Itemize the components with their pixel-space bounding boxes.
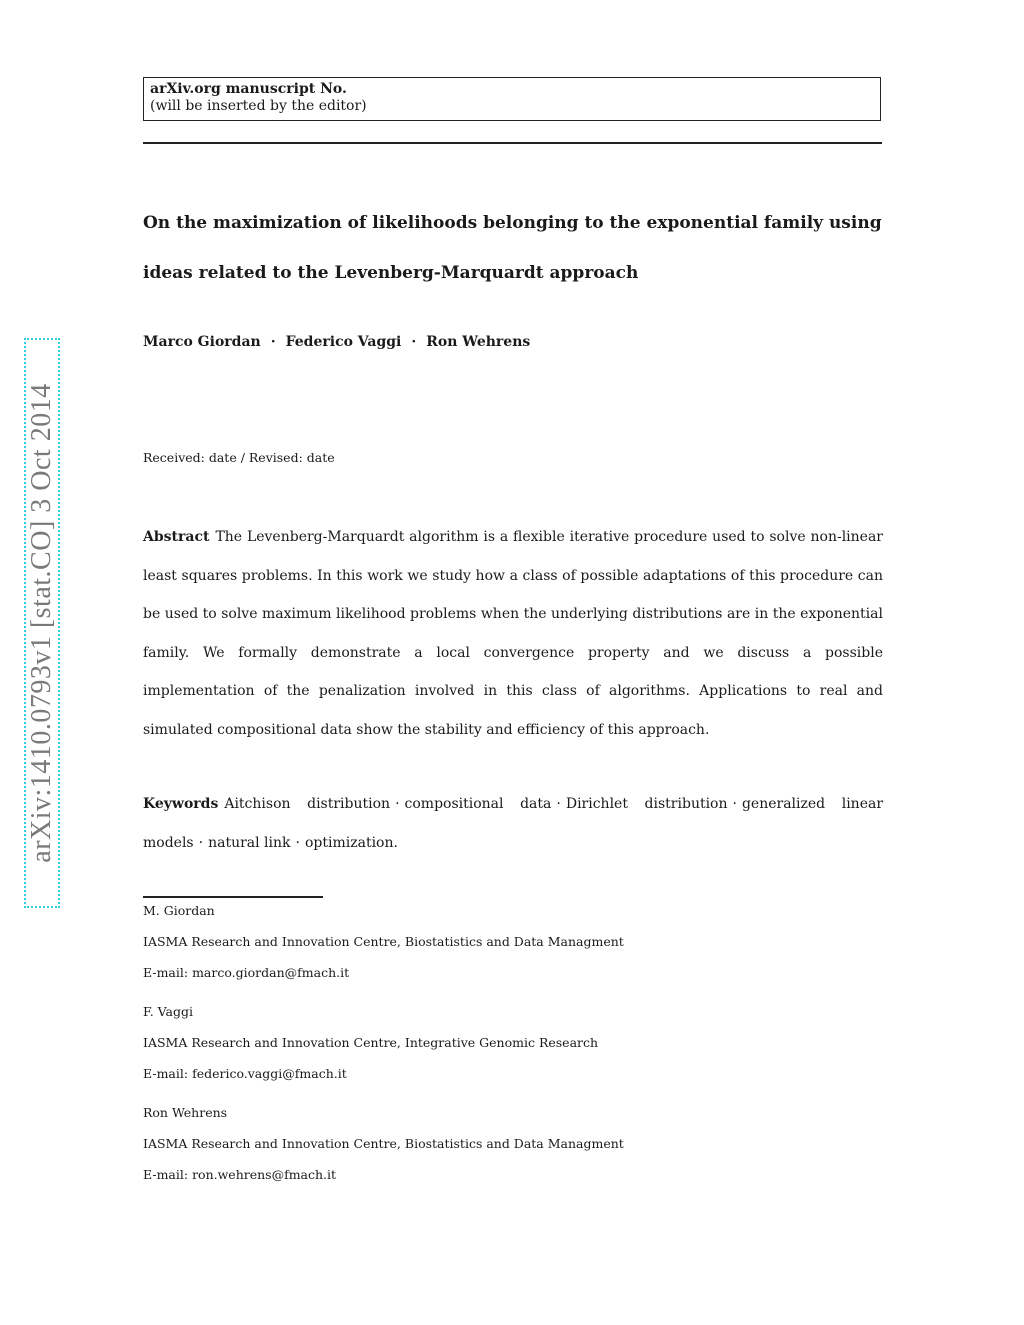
affiliation-email[interactable]: E-mail: marco.giordan@fmach.it	[143, 965, 350, 980]
manuscript-number-label: arXiv.org manuscript No.	[150, 81, 347, 97]
author-name: Marco Giordan	[143, 334, 261, 350]
keyword: Aitchison distribution	[224, 796, 391, 812]
paper-title: On the maximization of likelihoods belonging to the exponential family using ideas related to the Levenberg-Marquardt approach	[143, 213, 882, 283]
author-separator: ·	[411, 334, 417, 350]
header-rule	[143, 142, 882, 144]
keyword: generalized linear models	[143, 796, 884, 851]
abstract-text: The Levenberg-Marquardt algorithm is a flexible iterative procedure used to solve non-linear least squares problems. In this work we study how a class of possible adaptations of this procedure can be used to solve maximum likelihood problems when the underlying distributions are in the exponential family. We formally demonstrate a local convergence property and we discuss a possible implementation of the penalization involved in this class of algorithms. Applications to real and simulated compositional data show the stability and efficiency of this approach.	[143, 529, 883, 738]
received-dates: Received: date / Revised: date	[143, 450, 335, 465]
manuscript-header-box	[143, 77, 881, 121]
affiliation-institute: IASMA Research and Innovation Centre, Biostatistics and Data Managment	[143, 934, 624, 949]
keyword-separator: ·	[395, 796, 400, 812]
abstract-label: Abstract	[143, 529, 210, 545]
keyword-separator: ·	[732, 796, 737, 812]
affiliation-institute: IASMA Research and Innovation Centre, Biostatistics and Data Managment	[143, 1136, 624, 1151]
affiliation-institute: IASMA Research and Innovation Centre, Integrative Genomic Research	[143, 1035, 599, 1050]
affiliation-wehrens	[143, 1097, 624, 1190]
keywords-label: Keywords	[143, 796, 219, 812]
keyword-separator: ·	[198, 834, 204, 851]
keyword-separator: ·	[556, 796, 561, 812]
keywords	[143, 785, 883, 862]
keyword: compositional data	[404, 796, 552, 812]
author-list	[143, 334, 530, 350]
author-name: Federico Vaggi	[285, 334, 402, 350]
abstract	[143, 518, 883, 749]
affiliation-name: M. Giordan	[143, 903, 215, 918]
affiliation-name: Ron Wehrens	[143, 1105, 228, 1120]
author-separator: ·	[270, 334, 276, 350]
keyword: natural link	[208, 834, 291, 851]
arxiv-identifier[interactable]: arXiv:1410.0793v1 [stat.CO] 3 Oct 2014	[26, 383, 57, 863]
keyword-separator: ·	[295, 834, 300, 851]
keyword: optimization.	[304, 834, 398, 851]
affiliation-vaggi	[143, 996, 598, 1089]
affiliation-email[interactable]: E-mail: federico.vaggi@fmach.it	[143, 1066, 347, 1081]
editor-note: (will be inserted by the editor)	[150, 98, 367, 114]
author-name: Ron Wehrens	[426, 334, 531, 350]
keyword: Dirichlet distribution	[565, 796, 728, 812]
affiliation-email[interactable]: E-mail: ron.wehrens@fmach.it	[143, 1167, 337, 1182]
affiliation-giordan	[143, 895, 624, 988]
arxiv-side-stamp	[24, 338, 60, 908]
affiliation-name: F. Vaggi	[143, 1004, 194, 1019]
